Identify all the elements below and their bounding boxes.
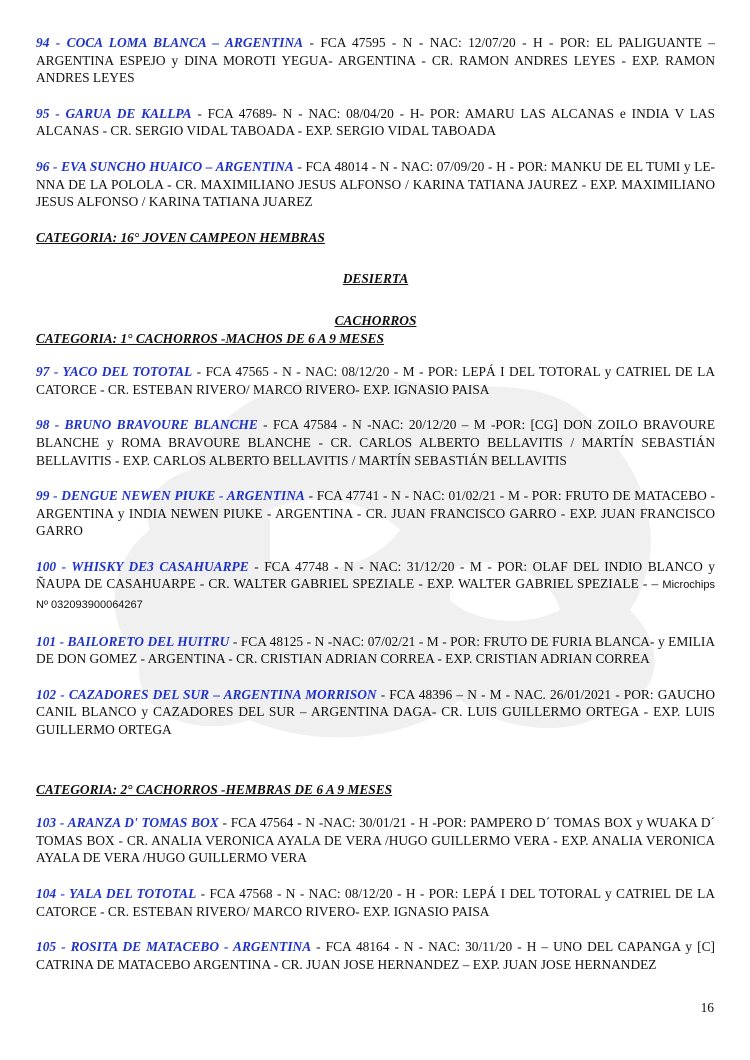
entry-name: 98 - BRUNO BRAVOURE BLANCHE (36, 417, 258, 433)
entry-details: - FCA 48014 - N - NAC: 07/09/20 - H - POR: MANKU DE EL TUMI y LE-NNA DE LA POLOLA - CR. MAXIMILIANO JESUS ALFONSO / KARINA TATIANA JAUREZ - EXP. MAXIMILIANO JESUS ALFONSO / KARINA TATIANA JUAREZ (36, 158, 715, 210)
entry-details: - FCA 47595 - N - NAC: 12/07/20 - H - POR: EL PALIGUANTE – ARGENTINA ESPEJO y DINA MOROTI YEGUA- ARGENTINA - CR. RAMON ANDRES LEYES - EXP. RAMON ANDRES LEYES (36, 35, 715, 86)
entry-name: 105 - ROSITA DE MATACEBO - ARGENTINA (36, 939, 312, 955)
entry-name: 95 - GARUA DE KALLPA (36, 105, 192, 121)
entry-details: - FCA 48396 – N - M - NAC. 26/01/2021 - POR: GAUCHO CANIL BLANCO y CAZADORES DEL SUR – ARGENTINA DAGA- CR. LUIS GUILLERMO ORTEGA - EXP. LUIS GUILLERMO ORTEGA (36, 686, 715, 738)
entry-details: - FCA 48164 - N - NAC: 30/11/20 - H – UNO DEL CAPANGA y [C] CATRINA DE MATACEBO ARGENTINA - CR. JUAN JOSE HERNANDEZ – EXP. JUAN JOSE HERNANDEZ (36, 939, 715, 972)
entry-item (36, 363, 715, 398)
entry-item (36, 416, 715, 469)
entry-details: - FCA 47564 - N -NAC: 30/01/21 - H -POR: PAMPERO D´ TOMAS BOX y WUAKA D´ TOMAS BOX - CR. ANALIA VERONICA AYALA DE VERA /HUGO GUILLERMO VERA - EXP. ANALIA VERONICA AYALA DE VERA /HUGO GUILLERMO VERA (36, 815, 715, 866)
cachorros-heading: CACHORROS (334, 312, 417, 328)
entry-details: - FCA 47689- N - NAC: 08/04/20 - H- POR: AMARU LAS ALCANAS e INDIA V LAS ALCANAS - CR. SERGIO VIDAL TABOADA - EXP. SERGIO VIDAL TABOADA (36, 105, 716, 139)
category-heading-1: CATEGORIA: 1° CACHORROS -MACHOS DE 6 A 9 MESES (36, 330, 384, 346)
entry-details: - FCA 47565 - N - NAC: 08/12/20 - M - POR: LEPÁ I DEL TOTORAL y CATRIEL DE LA CATORCE - CR. ESTEBAN RIVERO/ MARCO RIVERO- EXP. IGNASIO PAISA (36, 364, 715, 397)
entry-name: 104 - YALA DEL TOTOTAL (36, 886, 197, 901)
entry-item (36, 487, 715, 540)
entry-item (36, 938, 715, 973)
entry-item (36, 686, 715, 739)
entry-details: - FCA 47568 - N - NAC: 08/12/20 - H - POR: LEPÁ I DEL TOTORAL y CATRIEL DE LA CATORCE - CR. ESTEBAN RIVERO/ MARCO RIVERO- EXP. IGNASIO PAISA (36, 886, 716, 919)
category-heading-2: CATEGORIA: 2° CACHORROS -HEMBRAS DE 6 A 9 MESES (36, 781, 393, 797)
entry-item (36, 885, 715, 920)
page-number: 16 (700, 1000, 714, 1015)
category-heading-16: CATEGORIA: 16° JOVEN CAMPEON HEMBRAS (36, 229, 325, 245)
entry-details: - FCA 48125 - N -NAC: 07/02/21 - M - POR: FRUTO DE FURIA BLANCA- y EMILIA DE DON GOMEZ - ARGENTINA - CR. CRISTIAN ADRIAN CORREA - EXP. CRISTIAN ADRIAN CORREA (36, 633, 716, 667)
entries-group-b (36, 363, 715, 739)
entry-details: - FCA 47741 - N - NAC: 01/02/21 - M - POR: FRUTO DE MATACEBO - ARGENTINA y INDIA NEWEN PIUKE - ARGENTINA - CR. JUAN FRANCISCO GARRO - EXP. JUAN FRANCISCO GARRO (36, 488, 715, 539)
entry-name: 100 - WHISKY DE3 CASAHUARPE (36, 558, 249, 574)
entry-item (36, 633, 715, 668)
entry-details: - FCA 47584 - N -NAC: 20/12/20 – M -POR: [CG] DON ZOILO BRAVOURE BLANCHE y ROMA BRAVOURE BLANCHE - CR. CARLOS ALBERTO BELLAVITIS / MARTÍN SEBASTIÁN BELLAVITIS - EXP. CARLOS ALBERTO BELLAVITIS / MARTÍN SEBASTIÁN BELLAVITIS (36, 417, 715, 468)
entry-name: 94 - COCA LOMA BLANCA – ARGENTINA (36, 35, 304, 50)
entry-item (36, 158, 715, 211)
entry-name: 102 - CAZADORES DEL SUR – ARGENTINA MORRISON (36, 686, 377, 702)
document-page (36, 34, 715, 991)
entry-item (36, 558, 715, 615)
entry-name: 101 - BAILORETO DEL HUITRU (36, 633, 230, 649)
desierta-heading: DESIERTA (342, 271, 409, 287)
entry-name: 103 - ARANZA D' TOMAS BOX (36, 815, 219, 831)
entry-item (36, 34, 715, 87)
microchip-info: Microchips Nº 032093900064267 (36, 579, 715, 612)
entry-name: 97 - YACO DEL TOTOTAL (36, 364, 193, 380)
entry-item (36, 814, 715, 867)
entry-details: - FCA 47748 - N - NAC: 31/12/20 - M - POR: OLAF DEL INDIO BLANCO y ÑAUPA DE CASAHUARPE - CR. WALTER GABRIEL SPEZIALE - EXP. WALTER GABRIEL SPEZIALE - – (36, 558, 716, 592)
entry-name: 99 - DENGUE NEWEN PIUKE - ARGENTINA (36, 488, 305, 504)
entries-group-c (36, 814, 715, 973)
entries-group-a (36, 34, 715, 211)
entry-item (36, 105, 715, 140)
entry-name: 96 - EVA SUNCHO HUAICO – ARGENTINA (36, 158, 294, 174)
